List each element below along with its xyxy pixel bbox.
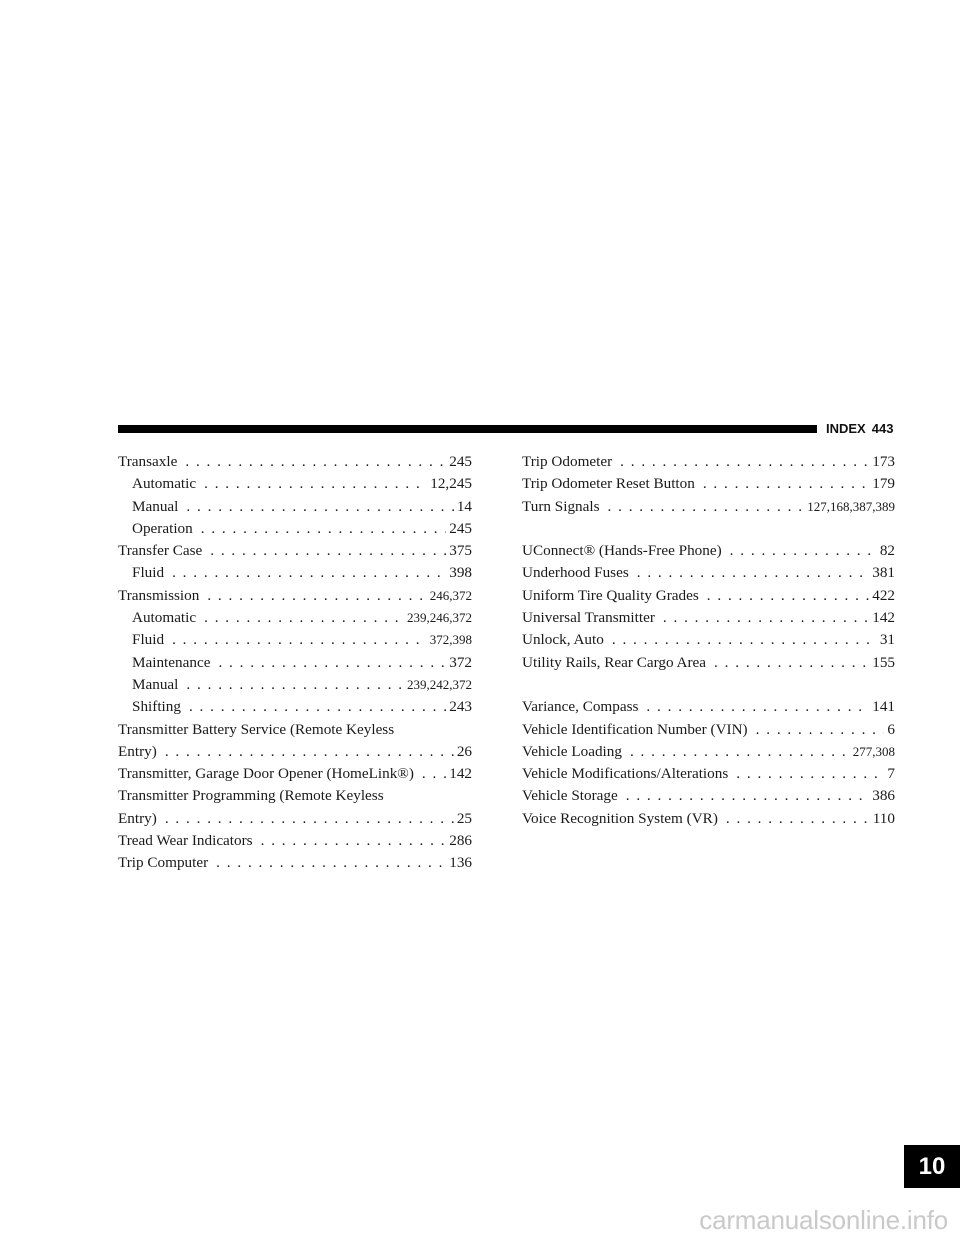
index-entry — [522, 652, 895, 674]
dot-leader — [165, 741, 454, 763]
section-title: INDEX — [826, 421, 866, 436]
index-entry — [522, 585, 895, 607]
dot-leader — [756, 719, 885, 741]
dot-leader — [189, 696, 446, 718]
index-pages: 110 — [872, 809, 895, 827]
index-term: Variance, Compass — [522, 698, 639, 716]
index-subentry — [118, 652, 472, 674]
index-pages: 136 — [449, 854, 472, 872]
index-pages: 372,398 — [429, 632, 472, 648]
index-pages: 381 — [872, 564, 895, 582]
index-entry — [118, 451, 472, 473]
index-pages: 179 — [872, 475, 895, 493]
dot-leader — [204, 473, 427, 495]
index-term: Transaxle — [118, 453, 178, 470]
index-term: Transfer Case — [118, 542, 203, 560]
index-pages: 7 — [887, 765, 895, 783]
index-pages: 141 — [872, 698, 895, 716]
index-column-right — [522, 451, 895, 830]
index-subentry — [118, 473, 472, 495]
dot-leader — [637, 562, 869, 584]
index-pages: 155 — [872, 653, 895, 671]
index-entry — [522, 719, 895, 741]
index-pages: 26 — [456, 742, 472, 760]
index-term: Manual — [132, 497, 179, 515]
index-term: Tread Wear Indicators — [118, 832, 253, 850]
running-header — [826, 421, 893, 436]
index-term: Automatic — [132, 609, 197, 627]
index-term: Vehicle Loading — [522, 742, 622, 760]
index-subentry — [118, 562, 472, 584]
dot-leader — [703, 473, 869, 495]
index-term: Universal Transmitter — [522, 609, 655, 627]
index-entry — [118, 808, 472, 830]
index-term: Utility Rails, Rear Cargo Area — [522, 653, 707, 671]
dot-leader — [663, 607, 869, 629]
chapter-tab: 10 — [904, 1145, 960, 1188]
index-term: Turn Signals — [522, 497, 600, 515]
index-entry — [522, 741, 895, 763]
index-term: Entry) — [118, 742, 157, 760]
index-term: Manual — [132, 675, 179, 693]
index-entry — [522, 785, 895, 807]
index-term: Entry) — [118, 809, 157, 827]
dot-leader — [707, 585, 869, 607]
index-pages: 14 — [456, 497, 472, 515]
index-pages: 31 — [879, 631, 895, 649]
dot-leader — [210, 540, 446, 562]
index-pages: 6 — [887, 720, 895, 738]
index-entry — [522, 808, 895, 830]
index-entry — [118, 741, 472, 763]
index-pages: 12,245 — [430, 475, 472, 493]
index-pages: 386 — [872, 787, 895, 805]
index-pages: 127,168,387,389 — [807, 498, 895, 514]
index-entry — [118, 763, 472, 785]
dot-leader — [204, 607, 404, 629]
index-subentry — [118, 496, 472, 518]
index-entry — [118, 540, 472, 562]
index-column-left — [118, 451, 472, 875]
index-term: UConnect® (Hands-Free Phone) — [522, 542, 722, 560]
index-entry — [522, 562, 895, 584]
index-pages: 243 — [449, 698, 472, 716]
index-pages: 173 — [872, 453, 895, 470]
index-pages: 25 — [456, 809, 472, 827]
dot-leader — [201, 518, 446, 540]
index-pages: 372 — [449, 653, 472, 671]
page-number: 443 — [871, 421, 894, 436]
dot-leader — [261, 830, 447, 852]
index-pages: 277,308 — [852, 743, 895, 759]
index-pages: 142 — [872, 609, 895, 627]
index-term-line: Transmitter Battery Service (Remote Keyless — [118, 720, 395, 738]
dot-leader — [626, 785, 869, 807]
index-term: Vehicle Identification Number (VIN) — [522, 720, 748, 738]
index-pages: 245 — [449, 453, 472, 470]
dot-leader — [730, 540, 877, 562]
index-pages: 239,246,372 — [407, 610, 472, 626]
index-entry — [522, 696, 895, 718]
watermark: carmanualsonline.info — [699, 1205, 948, 1235]
index-term: Fluid — [132, 631, 165, 649]
dot-leader — [218, 652, 446, 674]
index-entry — [118, 585, 472, 607]
index-term: Trip Odometer — [522, 453, 613, 470]
dot-leader — [620, 451, 869, 473]
index-pages: 398 — [449, 564, 472, 582]
index-pages: 245 — [449, 519, 472, 537]
index-term: Transmission — [118, 586, 200, 604]
index-subentry — [118, 607, 472, 629]
index-term: Uniform Tire Quality Grades — [522, 586, 699, 604]
index-entry — [522, 451, 895, 473]
index-term: Underhood Fuses — [522, 564, 629, 582]
index-term: Maintenance — [132, 653, 211, 671]
index-pages: 286 — [449, 832, 472, 850]
dot-leader — [630, 741, 850, 763]
dot-leader — [172, 629, 427, 651]
dot-leader — [207, 585, 426, 607]
index-entry — [522, 496, 895, 518]
dot-leader — [608, 496, 805, 518]
index-term: Unlock, Auto — [522, 631, 604, 649]
dot-leader — [172, 562, 446, 584]
dot-leader — [165, 808, 454, 830]
dot-leader — [726, 808, 870, 830]
index-term: Automatic — [132, 475, 197, 493]
index-pages: 246,372 — [429, 587, 472, 603]
index-term-line: Transmitter Programming (Remote Keyless — [118, 787, 384, 805]
index-entry — [522, 629, 895, 651]
index-pages: 82 — [879, 542, 895, 560]
index-pages: 422 — [872, 586, 895, 604]
index-term: Operation — [132, 519, 193, 537]
index-entry — [522, 473, 895, 495]
index-entry — [118, 830, 472, 852]
dot-leader — [714, 652, 869, 674]
index-term: Fluid — [132, 564, 165, 582]
index-term: Shifting — [132, 698, 181, 716]
dot-leader — [422, 763, 446, 785]
index-subentry — [118, 518, 472, 540]
index-term: Transmitter, Garage Door Opener (HomeLink®) — [118, 765, 414, 783]
index-pages: 142 — [449, 765, 472, 783]
index-entry — [522, 540, 895, 562]
index-subentry — [118, 696, 472, 718]
dot-leader — [185, 451, 446, 473]
dot-leader — [736, 763, 884, 785]
index-term: Vehicle Storage — [522, 787, 618, 805]
index-pages: 375 — [449, 542, 472, 560]
index-subentry — [118, 629, 472, 651]
index-entry — [118, 852, 472, 874]
index-term: Voice Recognition System (VR) — [522, 809, 718, 827]
header-rule — [118, 425, 817, 433]
dot-leader — [186, 496, 453, 518]
index-pages: 239,242,372 — [407, 676, 472, 692]
index-term: Trip Computer — [118, 854, 209, 872]
dot-leader — [186, 674, 404, 696]
index-term: Trip Odometer Reset Button — [522, 475, 695, 493]
index-term: Vehicle Modifications/Alterations — [522, 765, 729, 783]
dot-leader — [646, 696, 869, 718]
dot-leader — [612, 629, 877, 651]
index-entry — [522, 763, 895, 785]
index-entry — [522, 607, 895, 629]
dot-leader — [216, 852, 446, 874]
index-subentry — [118, 674, 472, 696]
